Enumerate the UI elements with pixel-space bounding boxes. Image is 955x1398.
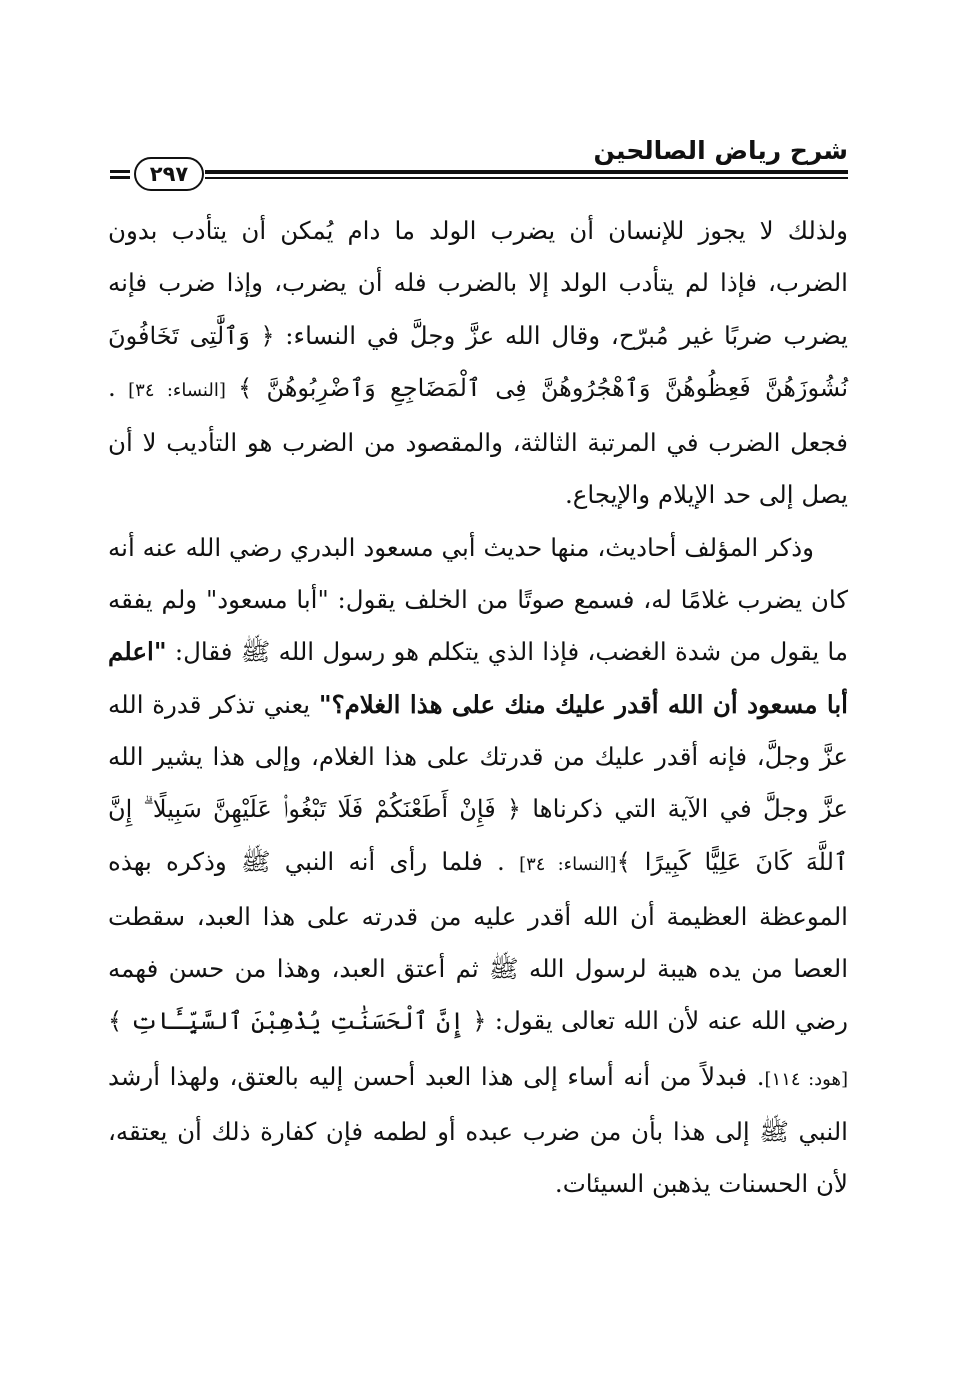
paragraph-2 bbox=[108, 522, 848, 1211]
verse-reference: [النساء: ٣٤] bbox=[519, 853, 617, 875]
paragraph-2-text-2: يعني تذكر قدرة الله عزَّ وجلَّ، فإنه أقدر عليك من قدرتك على هذا الغلام، وإلى هذا يشير الله عزَّ وجلَّ في الآية التي ذكرناها bbox=[108, 689, 848, 824]
quran-verse-hud-114: ﴿ إِنَّ ٱلْحَسَنَٰتِ يُذْهِبْنَ ٱلسَّيِّـَٔاتِ ﴾ bbox=[108, 1007, 487, 1036]
header-rule-thick bbox=[205, 170, 848, 174]
header-rule-thin bbox=[205, 177, 848, 179]
paragraph-1-text-2: . فجعل الضرب في المرتبة الثالثة، والمقصود من الضرب هو التأديب لا أن يصل إلى حد الإيلام والإيجاع. bbox=[108, 372, 848, 510]
book-title: شرح رياض الصالحين bbox=[593, 136, 848, 165]
body-text bbox=[108, 205, 848, 1211]
paragraph-1 bbox=[108, 205, 848, 522]
paragraph-2-text-3: . فلما رأى أنه النبي ﷺ وذكره بهذه الموعظة العظيمة أن الله أقدر عليه من قدرته على هذا العبد، سقطت العصا من يده هيبة لرسول الله ﷺ ثم أعتق العبد، وهذا من حسن فهمه رضي الله عنه لأن الله تعالى يقول: bbox=[108, 846, 848, 1036]
verse-reference: [هود: ١١٤] bbox=[764, 1068, 848, 1090]
header-rule bbox=[205, 170, 848, 180]
page-number: ٢٩٧ bbox=[134, 157, 204, 191]
hadith-quote: "اعلم أبا مسعود أن الله أقدر عليك منك على هذا الغلام؟" bbox=[108, 637, 848, 719]
side-mark-line-top bbox=[110, 170, 130, 173]
quran-verse-nisa-34-b: ﴿ فَإِنْ أَطَعْنَكُمْ فَلَا تَبْغُوا۟ عَلَيْهِنَّ سَبِيلًا ۗ إِنَّ ٱللَّهَ كَانَ عَلِيًّا كَبِيرًا ﴾ bbox=[108, 795, 849, 876]
header-side-mark bbox=[110, 170, 130, 180]
paragraph-1-text-1: ولذلك لا يجوز للإنسان أن يضرب الولد ما دام يُمكن أن يتأدب بدون الضرب، فإذا لم يتأدب الولد إلا بالضرب فله أن يضرب، وإذا ضرب فإنه يضرب ضربًا غير مُبرّح، وقال الله عزَّ وجلَّ في النساء: bbox=[108, 216, 849, 350]
verse-reference: [النساء: ٣٤] bbox=[115, 379, 239, 401]
paragraph-2-text-4: . فبدلاً من أنه أساء إلى هذا العبد أحسن إليه بالعتق، ولهذا أرشد النبي ﷺ إلى هذا بأن من ضرب عبده أو لطمه فإن كفارة ذلك أن يعتقه، لأن الحسنات يذهبن السيئات. bbox=[108, 1061, 848, 1199]
page-header bbox=[110, 132, 848, 192]
paragraph-2-text-1: وذكر المؤلف أحاديث، منها حديث أبي مسعود البدري رضي الله عنه أنه كان يضرب غلامًا له، فسمع صوتًا من الخلف يقول: "أبا مسعود" ولم يفقه ما يقول من شدة الغضب، فإذا الذي يتكلم هو رسول الله ﷺ فقال: bbox=[108, 532, 848, 667]
side-mark-line-bottom bbox=[110, 176, 130, 179]
quran-verse-nisa-34-a: ﴿ وَٱلَّٰتِى تَخَافُونَ نُشُوزَهُنَّ فَعِظُوهُنَّ وَٱهْجُرُوهُنَّ فِى ٱلْمَضَاجِعِ وَٱضْرِبُوهُنَّ ﴾ bbox=[108, 321, 849, 402]
